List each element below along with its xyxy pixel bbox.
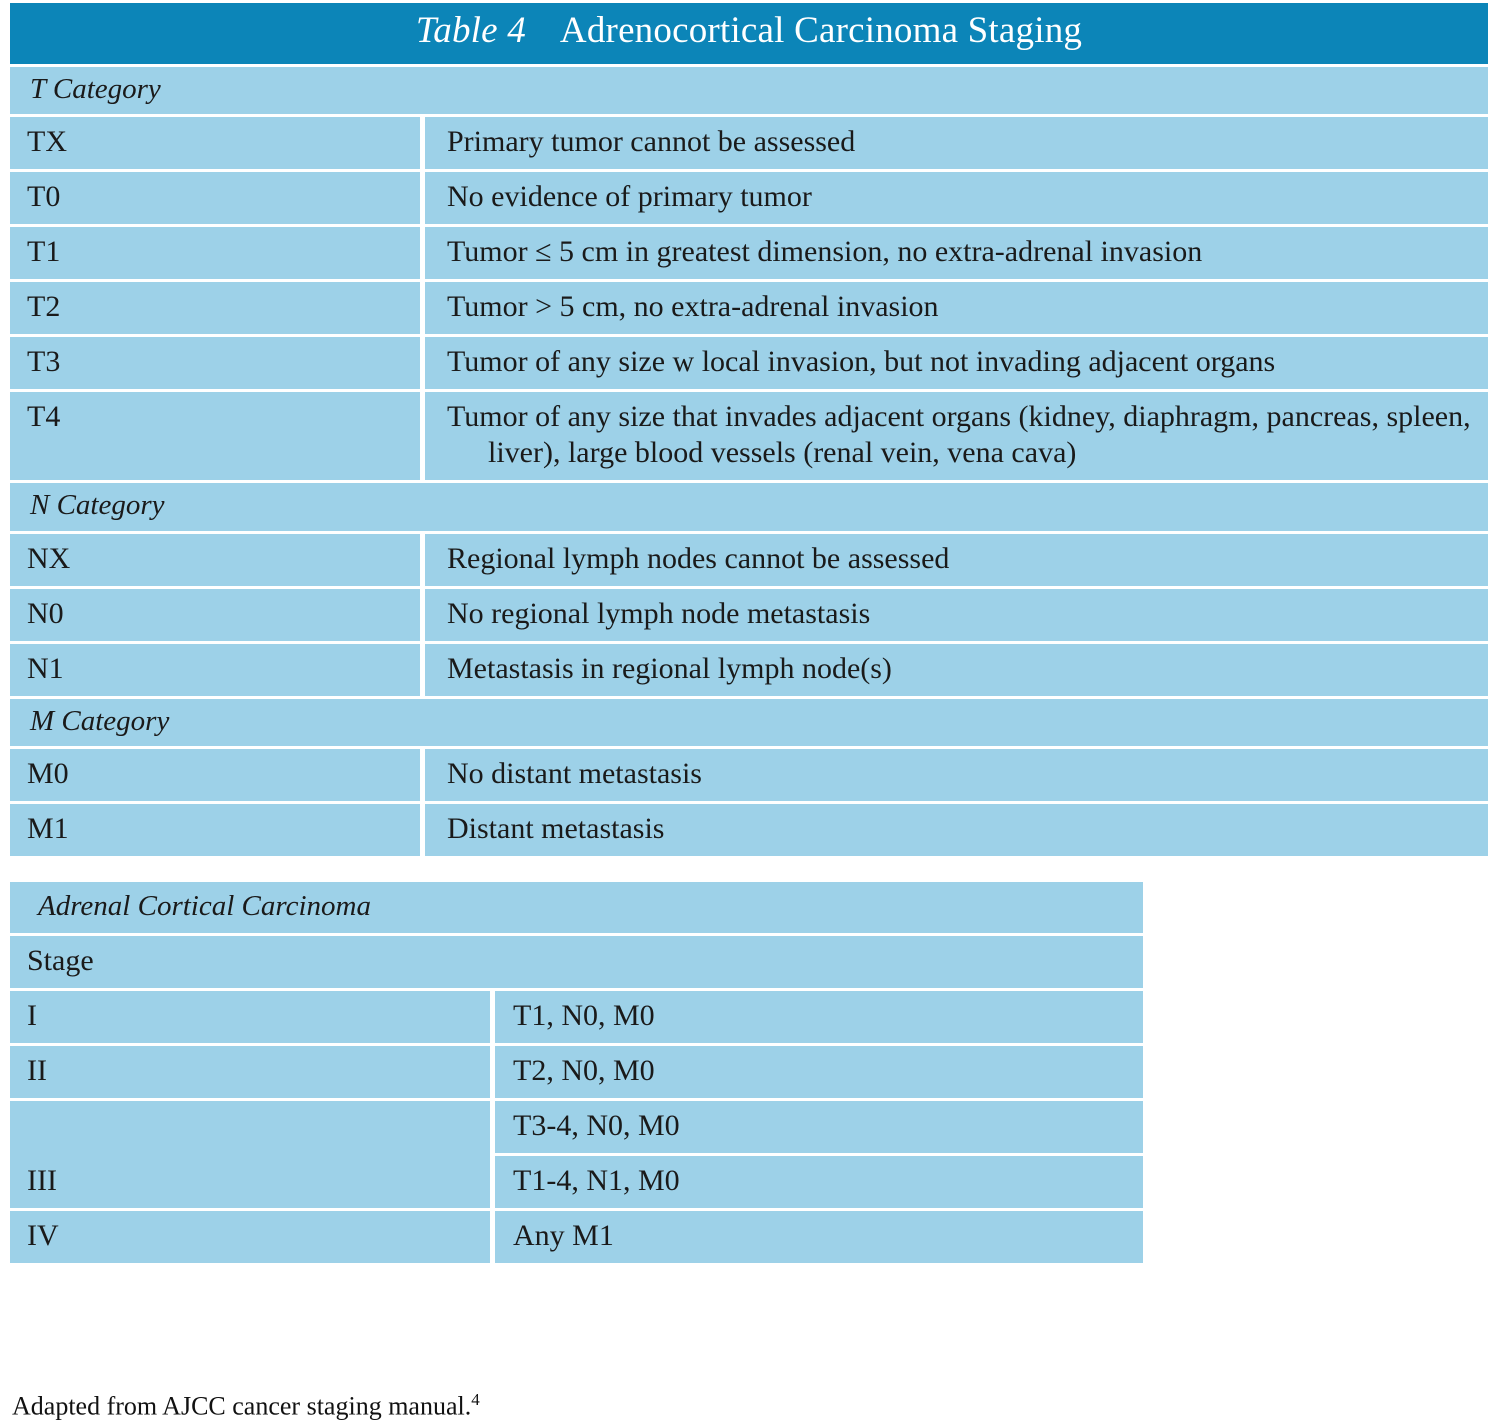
stage-table-heading-row <box>10 882 1143 933</box>
table-title-row <box>10 3 1488 64</box>
row-description: No evidence of primary tumor <box>425 172 1488 224</box>
table-title-text: Adrenocortical Carcinoma Staging <box>559 10 1083 51</box>
row-code: M1 <box>10 804 420 856</box>
row-description: Tumor of any size w local invasion, but not invading adjacent organs <box>425 337 1488 389</box>
table-footnote <box>12 1390 480 1422</box>
table-row <box>10 1211 1143 1263</box>
section-heading-n: N Category <box>10 483 1488 530</box>
staging-table <box>10 0 1488 859</box>
table-label: Table 4 <box>415 10 526 51</box>
row-code: T2 <box>10 282 420 334</box>
stage-value: T1, N0, M0 <box>495 991 1143 1043</box>
table-row <box>10 392 1488 480</box>
table-title <box>10 3 1488 64</box>
row-code: N1 <box>10 644 420 696</box>
section-heading-m: M Category <box>10 699 1488 746</box>
table-row <box>10 589 1488 641</box>
row-description: Regional lymph nodes cannot be assessed <box>425 534 1488 586</box>
stage-value: T3-4, N0, M0 <box>495 1101 1143 1153</box>
stage-column-header: Stage <box>10 936 1143 988</box>
section-heading-row <box>10 67 1488 114</box>
row-code: T1 <box>10 227 420 279</box>
stage-label-text: III <box>27 1163 57 1197</box>
stage-value: T2, N0, M0 <box>495 1046 1143 1098</box>
table-row <box>10 1101 1143 1153</box>
stage-table-wrapper <box>10 879 1499 1266</box>
table-row <box>10 227 1488 279</box>
row-description: No regional lymph node metastasis <box>425 589 1488 641</box>
table-row <box>10 117 1488 169</box>
row-description: Primary tumor cannot be assessed <box>425 117 1488 169</box>
table-row <box>10 534 1488 586</box>
stage-table <box>10 879 1143 1266</box>
table-row <box>10 749 1488 801</box>
table-row <box>10 172 1488 224</box>
stage-table-column-header-row <box>10 936 1143 988</box>
section-heading-t: T Category <box>10 67 1488 114</box>
stage-label: II <box>10 1046 490 1098</box>
footnote-text: Adapted from AJCC cancer staging manual. <box>12 1392 472 1421</box>
row-description: Tumor > 5 cm, no extra-adrenal invasion <box>425 282 1488 334</box>
row-description: Tumor ≤ 5 cm in greatest dimension, no extra-adrenal invasion <box>425 227 1488 279</box>
row-code: T0 <box>10 172 420 224</box>
row-code: TX <box>10 117 420 169</box>
row-description: No distant metastasis <box>425 749 1488 801</box>
table-row <box>10 337 1488 389</box>
section-heading-row <box>10 483 1488 530</box>
table-row <box>10 1046 1143 1098</box>
row-code: T4 <box>10 392 420 480</box>
row-code: M0 <box>10 749 420 801</box>
stage-table-heading: Adrenal Cortical Carcinoma <box>10 882 1143 933</box>
footnote-reference: 4 <box>471 1390 480 1410</box>
stage-value: T1-4, N1, M0 <box>495 1156 1143 1208</box>
stage-value: Any M1 <box>495 1211 1143 1263</box>
table-row <box>10 991 1143 1043</box>
table-row <box>10 804 1488 856</box>
stage-label: IV <box>10 1211 490 1263</box>
row-code: NX <box>10 534 420 586</box>
row-code: T3 <box>10 337 420 389</box>
table-row <box>10 282 1488 334</box>
stage-label: I <box>10 991 490 1043</box>
stage-label <box>10 1101 490 1208</box>
row-description: Metastasis in regional lymph node(s) <box>425 644 1488 696</box>
section-heading-row <box>10 699 1488 746</box>
row-description: Tumor of any size that invades adjacent organs (kidney, diaphragm, pancreas, spleen, liver), large blood vessels (renal vein, vena cava) <box>425 392 1488 480</box>
row-code: N0 <box>10 589 420 641</box>
table-row <box>10 644 1488 696</box>
row-description: Distant metastasis <box>425 804 1488 856</box>
